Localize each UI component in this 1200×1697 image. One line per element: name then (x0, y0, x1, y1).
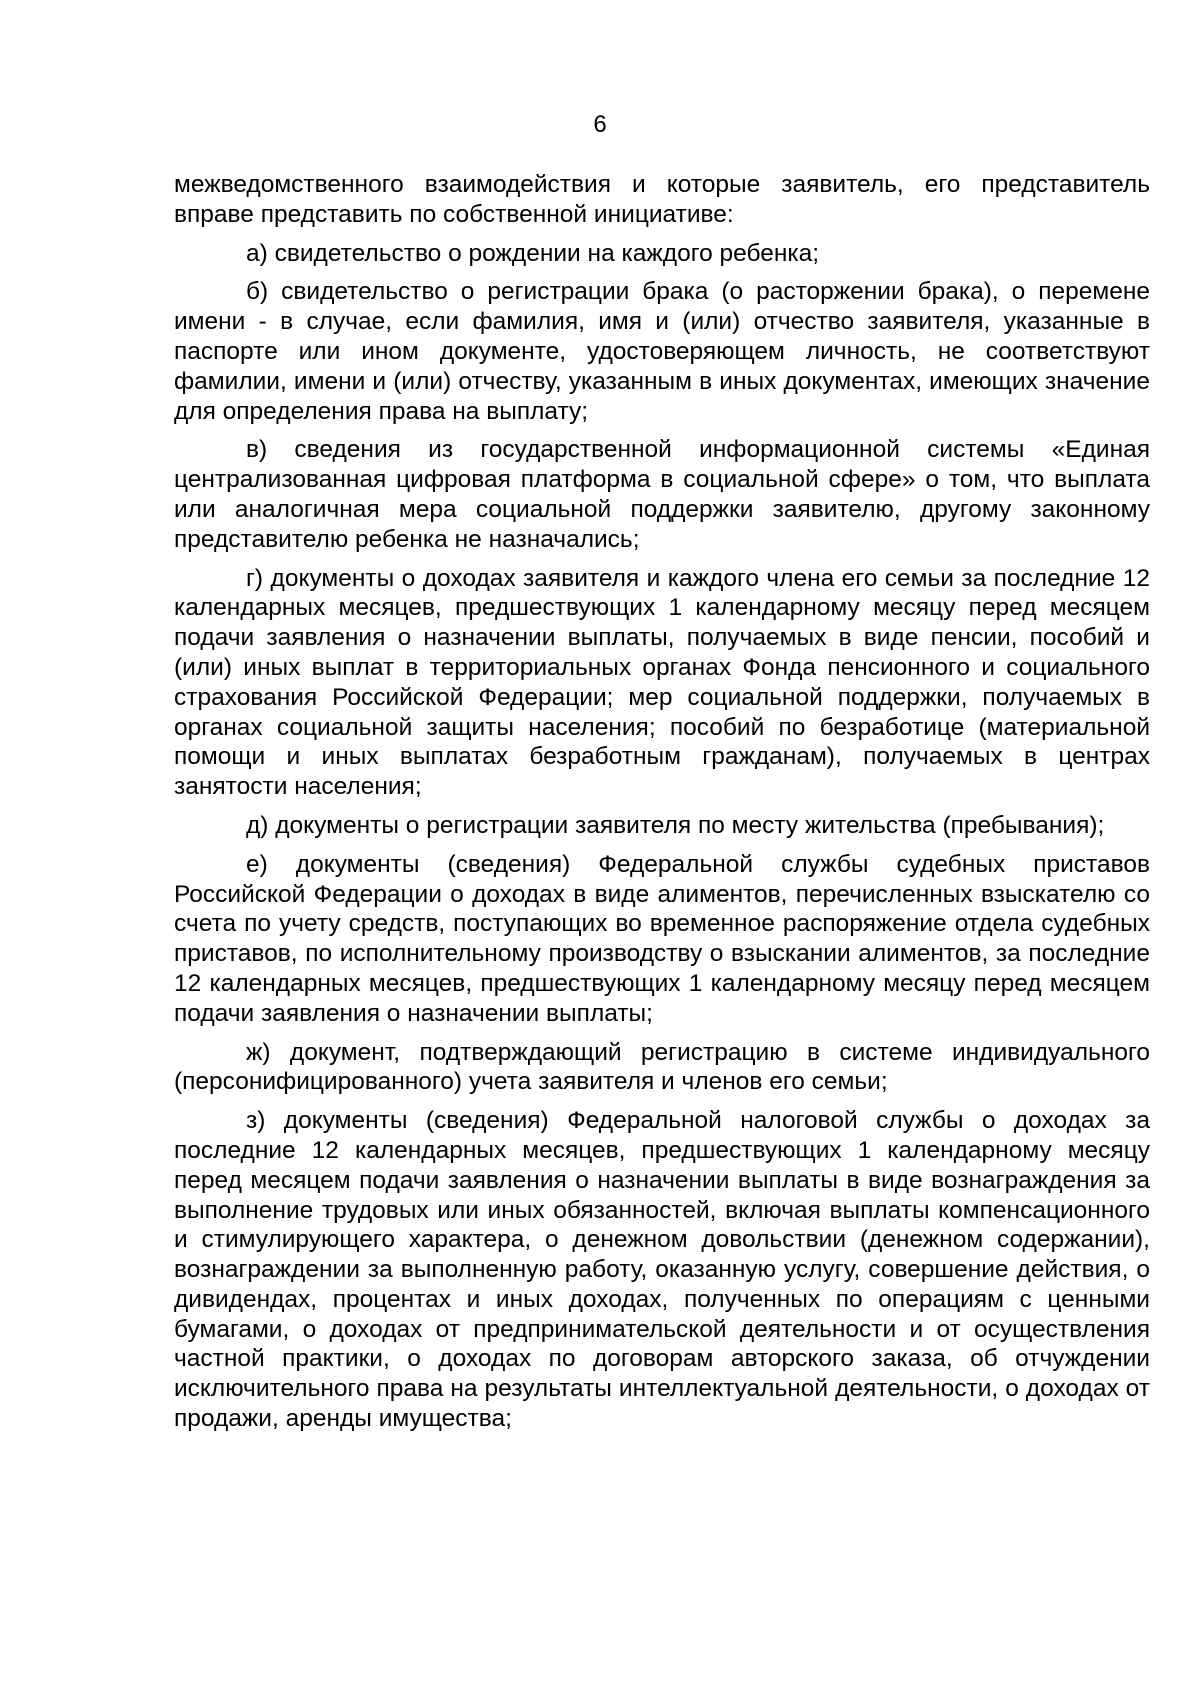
paragraph-continuation: межведомственного взаимодействия и которые заявитель, его представитель вправе представить по собственной инициативе: (174, 171, 1150, 228)
paragraph-item-v: в) сведения из государственной информационной системы «Единая централизованная цифровая платформа в социальной сфере» о том, что выплата или аналогичная мера социальной поддержки заявителю, другому законному представителю ребенка не назначались; (174, 436, 1150, 553)
paragraph-item-zh: ж) документ, подтверждающий регистрацию в системе индивидуального (персонифицированного) учета заявителя и членов его семьи; (174, 1038, 1150, 1096)
paragraph-item-z: з) документы (сведения) Федеральной налоговой службы о доходах за последние 12 календарных месяцев, предшествующих 1 календарному месяцу перед месяцем подачи заявления о назначении выплаты в виде вознаграждения за выполнение трудовых или иных обязанностей, включая выплаты компенсационного и стимулирующего характера, о денежном довольствии (денежном содержании), вознаграждении за выполненную работу, оказанную услугу, совершение действия, о дивидендах, процентах и иных доходах, полученных по операциям с ценными бумагами, о доходах от предпринимательской деятельности и от осуществления частной практики, о доходах по договорам авторского заказа, об отчуждении исключительного права на результаты интеллектуальной деятельности, о доходах от продажи, аренды имущества; (174, 1107, 1150, 1433)
paragraph-item-a: а) свидетельство о рождении на каждого ребенка; (246, 239, 820, 267)
page-number: 6 (593, 111, 607, 138)
paragraph-item-g: г) документы о доходах заявителя и каждого члена его семьи за последние 12 календарных месяцев, предшествующих 1 календарному месяцу перед месяцем подачи заявления о назначении выплаты, получаемых в виде пенсии, пособий и (или) иных выплат в территориальных органах Фонда пенсионного и социального страхования Российской Федерации; мер социальной поддержки, получаемых в органах социальной защиты населения; пособий по безработице (материальной помощи и иных выплатах безработным гражданам), получаемых в центрах занятости населения; (174, 564, 1150, 801)
document-body (174, 170, 1150, 1443)
paragraph-item-d: д) документы о регистрации заявителя по месту жительства (пребывания); (246, 811, 1105, 839)
paragraph-item-e: е) документы (сведения) Федеральной службы судебных приставов Российской Федерации о доходах в виде алиментов, перечисленных взыскателю со счета по учету средств, поступающих во временное распоряжение отдела судебных приставов, по исполнительному производству о взыскании алиментов, за последние 12 календарных месяцев, предшествующих 1 календарному месяцу перед месяцем подачи заявления о назначении выплаты; (174, 850, 1150, 1027)
paragraph-item-b: б) свидетельство о регистрации брака (о расторжении брака), о перемене имени - в случае, если фамилия, имя и (или) отчество заявителя, указанные в паспорте или ином документе, удостоверяющем личность, не соответствуют фамилии, имени и (или) отчеству, указанным в иных документах, имеющих значение для определения права на выплату; (174, 278, 1150, 425)
